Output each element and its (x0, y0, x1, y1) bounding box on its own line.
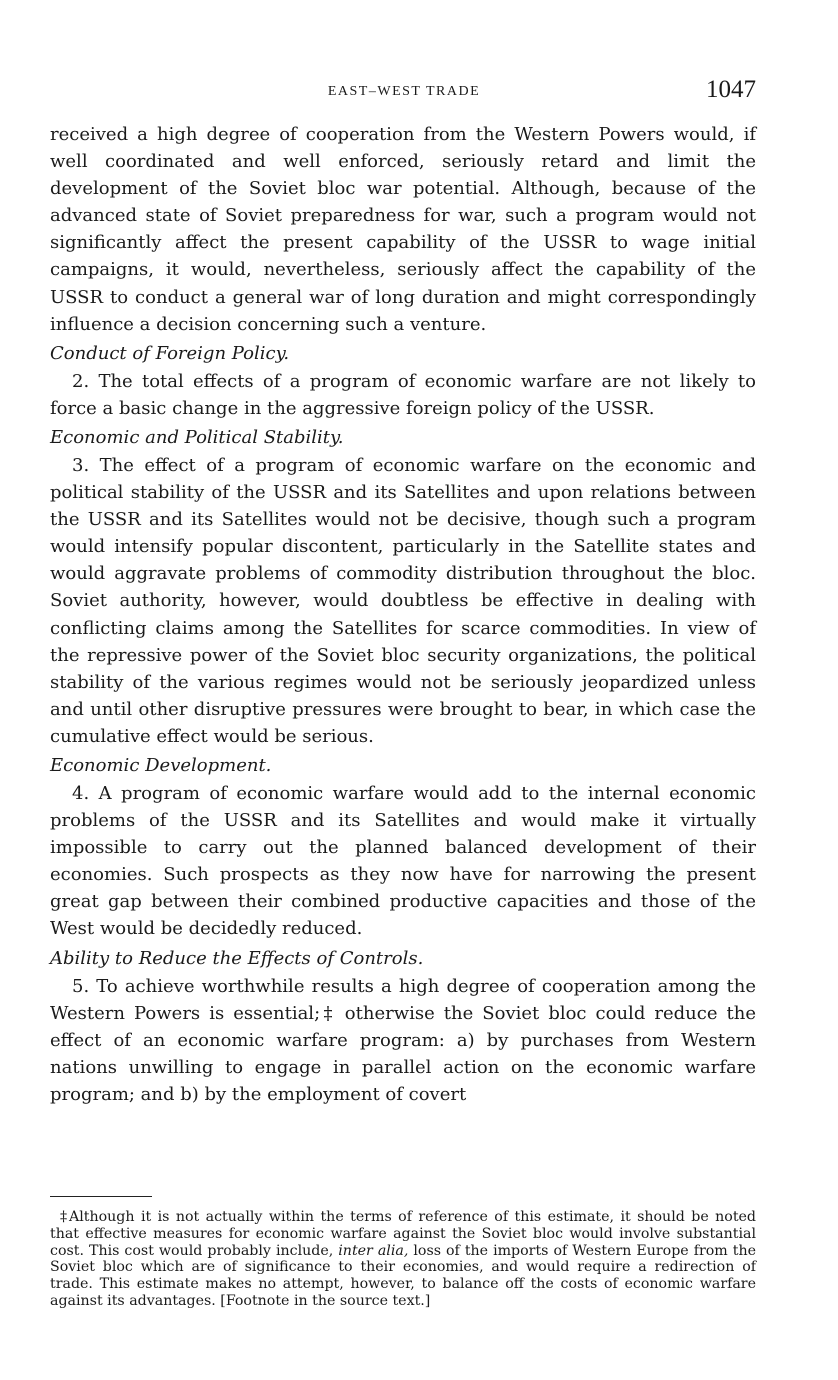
paragraph-continued: received a high degree of cooperation from the Western Powers would, if well coordinated and well enforced, seriously retard and limit the development of the Soviet bloc war potential. Although, because of the advanced state of Soviet preparedness for war, such a program would not significantly affect the present capability of the USSR to wage initial campaigns, it would, nevertheless, seriously affect the capability of the USSR to conduct a general war of long duration and might correspondingly influence a decision concerning such a venture. (50, 124, 756, 335)
footnote-text-start: ‡Although it is not actually within the terms of reference of this estimate, it should be noted that effective measures for economic warfare against the Soviet bloc would involve substantial cost. This cost would probably include, (50, 1209, 756, 1259)
page-number: 1047 (706, 76, 756, 103)
paragraph-2: 2. The total effects of a program of economic warfare are not likely to force a basic change in the aggressive foreign policy of the USSR. (50, 370, 756, 419)
section-heading-stability: Economic and Political Stability. (50, 426, 344, 448)
footnote-italic-phrase: inter alia, (338, 1242, 409, 1259)
paragraph-3: 3. The effect of a program of economic warfare on the economic and political stability of the USSR and its Satellites and upon relations between the USSR and its Satellites would not be decisive, though such a program would intensify popular discontent, particularly in the Satellite states and would aggravate problems of commodity distribution throughout the bloc. Soviet authority, however, would doubtless be effective in dealing with conflicting claims among the Satellites for scarce commodities. In view of the repressive power of the Soviet bloc security organizations, the political stability of the various regimes would not be seriously jeopardized unless and until other disruptive pressures were brought to bear, in which case the cumulative effect would be serious. (50, 454, 756, 747)
section-heading-controls: Ability to Reduce the Effects of Controls. (50, 947, 424, 969)
running-head (52, 78, 756, 108)
paragraph-5: 5. To achieve worthwhile results a high degree of cooperation among the Western Powers is essential;‡ otherwise the Soviet bloc could reduce the effect of an economic warfare program: a) by purchases from Western nations unwilling to engage in parallel action on the economic warfare program; and b) by the employment of covert (50, 975, 756, 1105)
footnote-text-end: loss of the imports of Western Europe from the Soviet bloc which are of significance to their economies, and would require a redirection of trade. This estimate makes no attempt, however, to balance off the costs of economic warfare against its advantages. [Footnote in the source text.] (50, 1242, 756, 1309)
paragraph-4: 4. A program of economic warfare would add to the internal economic problems of the USSR and its Satellites and would make it virtually impossible to carry out the planned balanced development of their economies. Such prospects as they now have for narrowing the present great gap between their combined productive capacities and those of the West would be decidedly reduced. (50, 782, 756, 940)
footnote-rule (50, 1196, 152, 1197)
footnote (50, 1209, 756, 1310)
section-heading-foreign-policy: Conduct of Foreign Policy. (50, 342, 290, 364)
section-heading-development: Economic Development. (50, 754, 272, 776)
running-title: EAST–WEST TRADE (327, 84, 481, 99)
body-text (50, 121, 756, 1108)
